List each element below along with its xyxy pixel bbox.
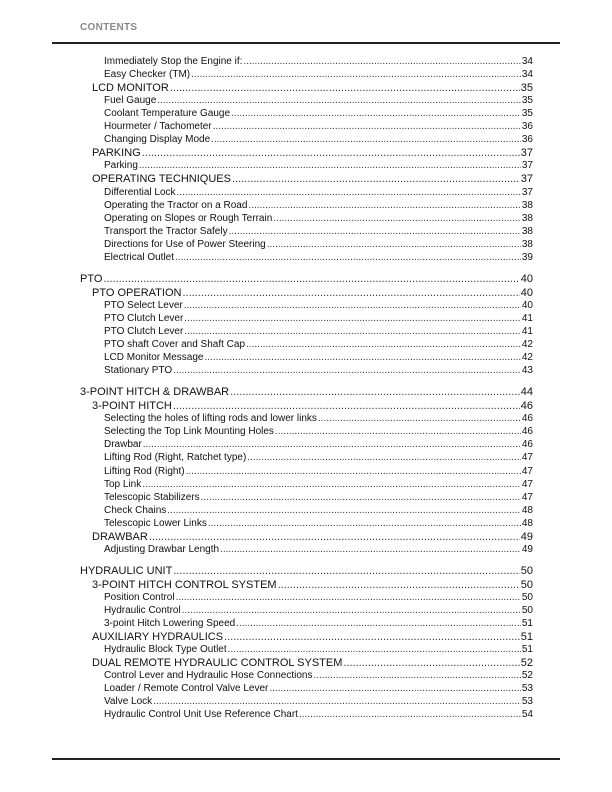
toc-entry[interactable] <box>92 531 533 544</box>
toc-entry-title: 3-POINT HITCH & DRAWBAR <box>80 386 230 399</box>
toc-entry-title: Control Lever and Hydraulic Hose Connections <box>104 670 313 682</box>
toc-leader-dots <box>184 313 521 324</box>
toc-entry-page-number: 35 <box>521 108 533 120</box>
toc-entry-page-number: 52 <box>520 657 533 670</box>
toc-entry[interactable] <box>80 273 533 286</box>
toc-entry-title: PTO <box>80 272 103 285</box>
toc-entry[interactable] <box>104 200 533 213</box>
toc-leader-dots <box>173 365 521 376</box>
toc-entry[interactable] <box>104 644 533 657</box>
toc-leader-dots <box>173 565 519 577</box>
toc-entry-title: Immediately Stop the Engine if: <box>104 56 243 67</box>
toc-entry[interactable] <box>104 479 533 492</box>
toc-entry-page-number: 35 <box>520 82 533 95</box>
toc-leader-dots <box>343 657 519 669</box>
toc-entry[interactable] <box>104 709 533 722</box>
toc-entry[interactable] <box>92 657 533 670</box>
toc-leader-dots <box>201 492 521 503</box>
toc-entry[interactable] <box>80 386 533 399</box>
toc-entry-title: Adjusting Drawbar Length <box>104 543 220 555</box>
toc-entry-page-number: 34 <box>521 69 533 81</box>
toc-leader-dots <box>167 505 521 516</box>
toc-entry-title: 3-point Hitch Lowering Speed <box>104 618 236 630</box>
toc-entry[interactable] <box>104 56 533 69</box>
toc-entry-page-number: 51 <box>521 644 533 656</box>
toc-entry[interactable] <box>104 239 533 252</box>
toc-leader-dots <box>247 452 521 463</box>
toc-entry-title: DUAL REMOTE HYDRAULIC CONTROL SYSTEM <box>92 657 343 670</box>
toc-entry-page-number: 39 <box>521 251 533 263</box>
toc-entry-title: Hourmeter / Tachometer <box>104 121 212 133</box>
footer-rule <box>52 758 560 760</box>
toc-leader-dots <box>173 400 520 412</box>
toc-entry-page-number: 43 <box>521 365 533 377</box>
toc-entry[interactable] <box>92 287 533 300</box>
toc-entry-title: Changing Display Mode <box>104 134 211 146</box>
toc-entry[interactable] <box>104 439 533 452</box>
toc-entry-page-number: 53 <box>521 696 533 708</box>
toc-entry-page-number: 37 <box>520 147 533 160</box>
toc-entry-page-number: 51 <box>521 618 533 630</box>
toc-entry-page-number: 42 <box>521 339 533 351</box>
toc-entry[interactable] <box>104 352 533 365</box>
toc-entry[interactable] <box>104 226 533 239</box>
toc-leader-dots <box>103 273 519 285</box>
toc-leader-dots <box>149 531 520 543</box>
toc-leader-dots <box>275 426 521 437</box>
toc-entry-title: Stationary PTO <box>104 365 173 377</box>
toc-leader-dots <box>213 121 521 132</box>
toc-entry[interactable] <box>104 683 533 696</box>
toc-entry[interactable] <box>104 618 533 631</box>
toc-entry-title: Telescopic Lower Links <box>104 517 207 529</box>
toc-entry-title: OPERATING TECHNIQUES <box>92 173 231 186</box>
toc-leader-dots <box>224 631 520 643</box>
toc-leader-dots <box>142 147 520 159</box>
toc-entry-page-number: 36 <box>521 121 533 133</box>
toc-leader-dots <box>269 683 521 694</box>
toc-leader-dots <box>313 670 520 681</box>
toc-entry-page-number: 48 <box>521 504 533 516</box>
toc-leader-dots <box>236 618 521 629</box>
toc-leader-dots <box>273 213 521 224</box>
toc-leader-dots <box>182 287 519 299</box>
toc-entry[interactable] <box>104 544 533 557</box>
toc-entry-title: Directions for Use of Power Steering <box>104 238 266 250</box>
toc-leader-dots <box>177 187 521 198</box>
toc-entry[interactable] <box>104 466 533 479</box>
toc-entry[interactable] <box>104 108 533 121</box>
toc-entry-page-number: 46 <box>521 426 533 438</box>
toc-leader-dots <box>220 544 521 555</box>
toc-entry-title: Coolant Temperature Gauge <box>104 108 231 120</box>
toc-entry-title: Easy Checker (TM) <box>104 69 191 81</box>
toc-leader-dots <box>143 439 521 450</box>
toc-entry-page-number: 35 <box>521 95 533 107</box>
toc-entry-page-number: 40 <box>520 286 533 299</box>
toc-entry-page-number: 52 <box>521 670 533 682</box>
toc-entry-title: PARKING <box>92 147 141 160</box>
toc-entry[interactable] <box>80 565 533 578</box>
toc-entry-page-number: 54 <box>521 709 533 721</box>
toc-leader-dots <box>204 352 520 363</box>
toc-entry[interactable] <box>104 365 533 378</box>
toc-leader-dots <box>157 95 521 106</box>
toc-leader-dots <box>182 605 521 616</box>
toc-entry-page-number: 49 <box>521 543 533 555</box>
toc-entry-page-number: 44 <box>520 386 533 399</box>
toc-entry-title: LCD Monitor Message <box>104 352 204 364</box>
toc-leader-dots <box>184 326 521 337</box>
toc-entry-title: Hydraulic Control Unit Use Reference Chart <box>104 709 298 721</box>
toc-entry-page-number: 47 <box>521 491 533 503</box>
toc-entry-title: Top Link <box>104 478 142 490</box>
toc-leader-dots <box>191 69 521 80</box>
toc-leader-dots <box>186 466 521 477</box>
toc-entry-title: Telescopic Stabilizers <box>104 491 200 503</box>
toc-entry-title: Selecting the Top Link Mounting Holes <box>104 426 274 438</box>
toc-entry-title: Operating the Tractor on a Road <box>104 199 248 211</box>
toc-entry-title: Operating on Slopes or Rough Terrain <box>104 212 273 224</box>
toc-entry-title: DRAWBAR <box>92 530 148 543</box>
toc-entry-page-number: 47 <box>521 452 533 464</box>
toc-entry-title: 3-POINT HITCH CONTROL SYSTEM <box>92 578 277 591</box>
toc-entry-page-number: 50 <box>520 578 533 591</box>
toc-entry[interactable] <box>92 400 533 413</box>
toc-entry[interactable] <box>104 670 533 683</box>
toc-leader-dots <box>231 108 521 119</box>
toc-entry-title: Lifting Rod (Right, Ratchet type) <box>104 452 247 464</box>
toc-entry-title: Parking <box>104 160 138 172</box>
toc-entry[interactable] <box>92 579 533 592</box>
toc-entry-page-number: 46 <box>521 413 533 425</box>
toc-entry-page-number: 41 <box>521 312 533 324</box>
toc-entry[interactable] <box>104 313 533 326</box>
toc-entry[interactable] <box>104 252 533 265</box>
toc-entry-page-number: 50 <box>521 605 533 616</box>
toc-entry-page-number: 38 <box>521 238 533 250</box>
toc-entry[interactable] <box>104 518 533 531</box>
toc-entry-page-number: 41 <box>521 326 533 337</box>
toc-leader-dots <box>232 173 520 185</box>
toc-leader-dots <box>175 252 521 263</box>
toc-entry-page-number: 34 <box>521 56 533 67</box>
toc-entry-title: Hydraulic Block Type Outlet <box>104 644 227 656</box>
toc-entry[interactable] <box>104 326 533 339</box>
toc-leader-dots <box>153 696 521 707</box>
toc-leader-dots <box>230 386 520 398</box>
toc-leader-dots <box>211 134 521 145</box>
toc-entry[interactable] <box>104 505 533 518</box>
toc-entry-title: PTO OPERATION <box>92 286 182 299</box>
toc-entry-page-number: 50 <box>520 564 533 577</box>
toc-entry-title: AUXILIARY HYDRAULICS <box>92 631 224 644</box>
toc-entry-page-number: 51 <box>520 631 533 644</box>
toc-entry-page-number: 37 <box>521 160 533 172</box>
toc-leader-dots <box>176 592 521 603</box>
toc-entry-title: Loader / Remote Control Valve Lever <box>104 683 269 695</box>
toc-leader-dots <box>229 226 521 237</box>
toc-entry[interactable] <box>104 426 533 439</box>
toc-entry[interactable] <box>104 696 533 709</box>
toc-entry-page-number: 38 <box>521 212 533 224</box>
page-header-title: CONTENTS <box>80 22 138 33</box>
toc-entry-title: Drawbar <box>104 439 142 451</box>
toc-leader-dots <box>299 709 521 720</box>
toc-leader-dots <box>243 56 520 67</box>
toc-entry-page-number: 47 <box>521 465 533 477</box>
toc-entry-page-number: 46 <box>520 400 533 413</box>
toc-entry-title: Valve Lock <box>104 696 153 708</box>
toc-entry[interactable] <box>104 187 533 200</box>
toc-entry-title: Selecting the holes of lifting rods and lower links <box>104 413 317 425</box>
toc-entry-page-number: 48 <box>521 517 533 529</box>
toc-entry[interactable] <box>104 452 533 465</box>
toc-entry-page-number: 53 <box>521 683 533 695</box>
toc-entry[interactable] <box>92 631 533 644</box>
toc-entry-title: Electrical Outlet <box>104 251 175 263</box>
toc-entry-title: Position Control <box>104 591 175 603</box>
toc-entry[interactable] <box>104 339 533 352</box>
toc-leader-dots <box>318 413 521 424</box>
toc-entry-title: Check Chains <box>104 504 167 516</box>
toc-leader-dots <box>267 239 521 250</box>
toc-leader-dots <box>248 200 520 211</box>
toc-entry-page-number: 42 <box>521 352 533 364</box>
toc-entry-title: PTO Select Lever <box>104 299 183 311</box>
toc-leader-dots <box>142 479 521 490</box>
toc-entry[interactable] <box>104 605 533 618</box>
toc-entry[interactable] <box>92 82 533 95</box>
toc-entry[interactable] <box>104 592 533 605</box>
toc-entry-page-number: 37 <box>520 173 533 186</box>
toc-entry-title: Fuel Gauge <box>104 95 157 107</box>
toc-entry-page-number: 40 <box>520 272 533 285</box>
toc-leader-dots <box>184 300 521 311</box>
toc-entry-title: PTO Clutch Lever <box>104 326 184 337</box>
toc-entry-page-number: 40 <box>521 299 533 311</box>
toc-entry[interactable] <box>104 213 533 226</box>
toc-entry[interactable] <box>104 134 533 147</box>
toc-entry-page-number: 38 <box>521 199 533 211</box>
toc-entry[interactable] <box>104 95 533 108</box>
toc-leader-dots <box>170 82 520 94</box>
toc-entry[interactable] <box>104 492 533 505</box>
toc-entry[interactable] <box>92 173 533 186</box>
toc-entry-page-number: 49 <box>520 530 533 543</box>
toc-entry-title: 3-POINT HITCH <box>92 400 172 413</box>
toc-entry-page-number: 46 <box>521 439 533 451</box>
toc-leader-dots <box>246 339 521 350</box>
toc-leader-dots <box>208 518 521 529</box>
toc-entry-page-number: 50 <box>521 591 533 603</box>
toc-entry-title: PTO shaft Cover and Shaft Cap <box>104 339 246 351</box>
toc-entry-title: Differential Lock <box>104 186 176 198</box>
toc-entry-title: HYDRAULIC UNIT <box>80 564 173 577</box>
toc-entry[interactable] <box>104 160 533 173</box>
toc-entry-page-number: 47 <box>521 478 533 490</box>
toc-leader-dots <box>278 579 520 591</box>
header-rule <box>52 42 560 44</box>
toc-entry[interactable] <box>104 121 533 134</box>
toc-entry-title: PTO Clutch Lever <box>104 312 184 324</box>
toc-entry-page-number: 36 <box>521 134 533 146</box>
toc-entry[interactable] <box>104 413 533 426</box>
toc-entry[interactable] <box>92 147 533 160</box>
toc-entry[interactable] <box>104 69 533 82</box>
toc-entry[interactable] <box>104 300 533 313</box>
toc-entry-title: Transport the Tractor Safely <box>104 225 228 237</box>
toc-leader-dots <box>139 160 521 171</box>
toc-entry-page-number: 37 <box>521 186 533 198</box>
toc-entry-title: Lifting Rod (Right) <box>104 465 185 477</box>
toc-entry-page-number: 38 <box>521 225 533 237</box>
toc-entry-title: Hydraulic Control <box>104 605 181 616</box>
toc-leader-dots <box>228 644 521 655</box>
toc-entry-title: LCD MONITOR <box>92 82 169 95</box>
